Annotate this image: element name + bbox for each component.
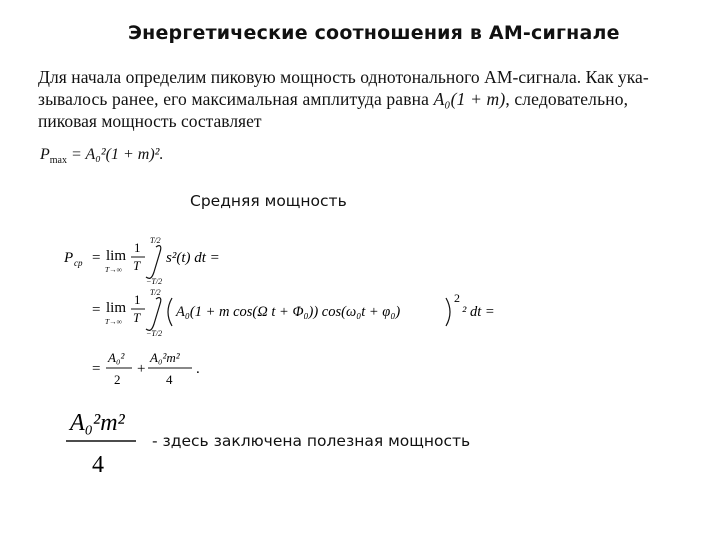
frac-T-1: T — [133, 258, 141, 273]
upper-limit-2: T/2 — [150, 288, 161, 297]
max-amplitude-expression: A₀(1 + m) — [433, 89, 506, 109]
big-paren-open — [168, 298, 172, 326]
equals-sign-3: = — [92, 361, 101, 377]
lower-limit-2: −T/2 — [146, 329, 163, 338]
integral-sign-2 — [146, 298, 161, 331]
pmax-symbol: P — [40, 146, 50, 163]
upper-limit-1: T/2 — [150, 236, 161, 245]
useful-power-description: - здесь заключена полезная мощность — [152, 432, 471, 450]
lim-sub-1: T→∞ — [105, 265, 123, 274]
frac-one-1: 1 — [134, 240, 141, 255]
frac-T-2: T — [133, 310, 141, 325]
integrand-2-tail: ² dt = — [462, 304, 495, 320]
frac-one-2: 1 — [134, 292, 141, 307]
integrand-1: s²(t) dt = — [166, 250, 220, 266]
pmax-subscript: max — [49, 155, 67, 167]
term1-numerator: A₀² — [108, 350, 125, 365]
integrand-2: A₀(1 + m cos(Ω t + Φ₀)) cos(ω₀t + φ₀) — [176, 304, 401, 320]
paragraph-line-3: пиковая мощность составляет — [38, 111, 262, 131]
useful-power-numerator: A₀²m² — [70, 410, 125, 436]
term2-numerator: A₀²m² — [150, 350, 180, 365]
pmax-rhs: = A₀²(1 + m)². — [71, 146, 164, 163]
average-power-heading: Средняя мощность — [190, 192, 347, 210]
term2-denominator: 4 — [166, 372, 173, 387]
square-exponent: 2 — [454, 291, 460, 305]
paragraph-line-2-text: зывалось ранее, его максимальная амплитуда равна — [38, 89, 434, 109]
integral-sign-1 — [146, 246, 161, 279]
big-paren-close — [446, 298, 450, 326]
term1-denominator: 2 — [114, 372, 121, 387]
end-dot: . — [196, 361, 200, 377]
pcp-symbol: P — [64, 250, 74, 266]
plus-sign: + — [137, 361, 146, 377]
pcp-subscript: ср — [74, 258, 83, 268]
paragraph-line-2-end: , следовательно, — [505, 89, 629, 109]
page-title: Энергетические соотношения в АМ-сигнале — [128, 22, 620, 44]
lim-2: lim — [106, 300, 127, 316]
paragraph-line-1: Для начала определим пиковую мощность однотонального АМ-сигнала. Как ука- — [38, 67, 649, 87]
useful-power-denominator: 4 — [92, 452, 104, 478]
lim-sub-2: T→∞ — [105, 317, 123, 326]
equals-sign-2: = — [92, 302, 101, 318]
lim-1: lim — [106, 248, 127, 264]
equals-sign-1: = — [92, 250, 101, 266]
lower-limit-1: −T/2 — [146, 277, 163, 286]
